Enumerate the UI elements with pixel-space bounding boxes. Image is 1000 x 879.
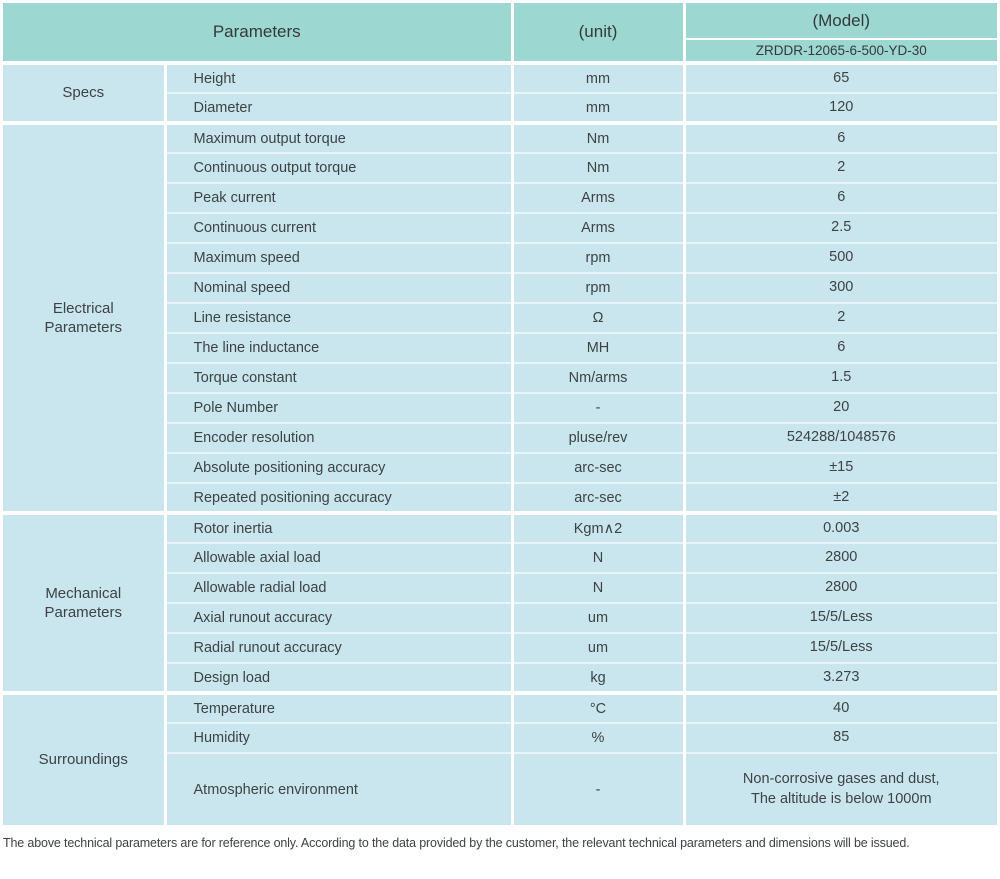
header-unit: (unit): [512, 3, 684, 63]
value-cell: 300: [684, 273, 997, 303]
value-cell: 2.5: [684, 213, 997, 243]
unit-cell: MH: [512, 333, 684, 363]
value-cell: 15/5/Less: [684, 633, 997, 663]
unit-cell: °C: [512, 693, 684, 723]
group-cell: Mechanical Parameters: [3, 513, 165, 693]
value-cell: 6: [684, 123, 997, 153]
unit-cell: kg: [512, 663, 684, 693]
unit-cell: N: [512, 573, 684, 603]
value-cell: 65: [684, 63, 997, 93]
unit-cell: mm: [512, 93, 684, 123]
value-cell: 1.5: [684, 363, 997, 393]
param-cell: Rotor inertia: [165, 513, 512, 543]
table-row: [3, 63, 997, 93]
param-cell: Diameter: [165, 93, 512, 123]
value-cell: 15/5/Less: [684, 603, 997, 633]
unit-cell: um: [512, 603, 684, 633]
spec-table-body: [3, 63, 997, 825]
param-cell: Humidity: [165, 723, 512, 753]
param-cell: Nominal speed: [165, 273, 512, 303]
param-cell: Temperature: [165, 693, 512, 723]
param-cell: Maximum speed: [165, 243, 512, 273]
value-cell: 2800: [684, 543, 997, 573]
param-cell: Encoder resolution: [165, 423, 512, 453]
param-cell: Torque constant: [165, 363, 512, 393]
value-cell: 120: [684, 93, 997, 123]
group-cell: Specs: [3, 63, 165, 123]
param-cell: Design load: [165, 663, 512, 693]
unit-cell: Kgm∧2: [512, 513, 684, 543]
value-cell: ±2: [684, 483, 997, 513]
unit-cell: Nm: [512, 123, 684, 153]
spec-table-header: [3, 3, 997, 63]
param-cell: Absolute positioning accuracy: [165, 453, 512, 483]
unit-cell: Arms: [512, 213, 684, 243]
unit-cell: Ω: [512, 303, 684, 333]
unit-cell: pluse/rev: [512, 423, 684, 453]
value-cell: 500: [684, 243, 997, 273]
param-cell: Continuous output torque: [165, 153, 512, 183]
unit-cell: -: [512, 393, 684, 423]
value-cell: 20: [684, 393, 997, 423]
param-cell: Maximum output torque: [165, 123, 512, 153]
header-row-top: [3, 3, 997, 39]
param-cell: Pole Number: [165, 393, 512, 423]
value-cell: 2800: [684, 573, 997, 603]
value-cell: 2: [684, 303, 997, 333]
header-model: (Model): [684, 3, 997, 39]
unit-cell: N: [512, 543, 684, 573]
spec-table: [3, 3, 997, 825]
footer-note: The above technical parameters are for reference only. According to the data provided by the customer, the relevant technical parameters and dimensions will be issued.: [3, 836, 910, 850]
param-cell: Radial runout accuracy: [165, 633, 512, 663]
param-cell: Atmospheric environment: [165, 753, 512, 825]
unit-cell: um: [512, 633, 684, 663]
value-cell: 3.273: [684, 663, 997, 693]
param-cell: Continuous current: [165, 213, 512, 243]
unit-cell: %: [512, 723, 684, 753]
group-cell: Surroundings: [3, 693, 165, 825]
value-cell: 0.003: [684, 513, 997, 543]
value-cell: 524288/1048576: [684, 423, 997, 453]
group-cell: Electrical Parameters: [3, 123, 165, 513]
value-cell: Non-corrosive gases and dust, The altitude is below 1000m: [684, 753, 997, 825]
header-parameters: Parameters: [3, 3, 512, 63]
param-cell: Height: [165, 63, 512, 93]
param-cell: Allowable radial load: [165, 573, 512, 603]
value-cell: 6: [684, 333, 997, 363]
param-cell: Peak current: [165, 183, 512, 213]
table-row: [3, 693, 997, 723]
unit-cell: Nm: [512, 153, 684, 183]
param-cell: Axial runout accuracy: [165, 603, 512, 633]
param-cell: Repeated positioning accuracy: [165, 483, 512, 513]
unit-cell: Arms: [512, 183, 684, 213]
value-cell: 6: [684, 183, 997, 213]
unit-cell: arc-sec: [512, 453, 684, 483]
param-cell: Line resistance: [165, 303, 512, 333]
table-row: [3, 513, 997, 543]
unit-cell: rpm: [512, 273, 684, 303]
unit-cell: rpm: [512, 243, 684, 273]
param-cell: The line inductance: [165, 333, 512, 363]
value-cell: 2: [684, 153, 997, 183]
unit-cell: mm: [512, 63, 684, 93]
param-cell: Allowable axial load: [165, 543, 512, 573]
value-cell: ±15: [684, 453, 997, 483]
unit-cell: arc-sec: [512, 483, 684, 513]
value-cell: 85: [684, 723, 997, 753]
unit-cell: -: [512, 753, 684, 825]
table-row: [3, 123, 997, 153]
unit-cell: Nm/arms: [512, 363, 684, 393]
header-model-number: ZRDDR-12065-6-500-YD-30: [684, 39, 997, 63]
value-cell: 40: [684, 693, 997, 723]
